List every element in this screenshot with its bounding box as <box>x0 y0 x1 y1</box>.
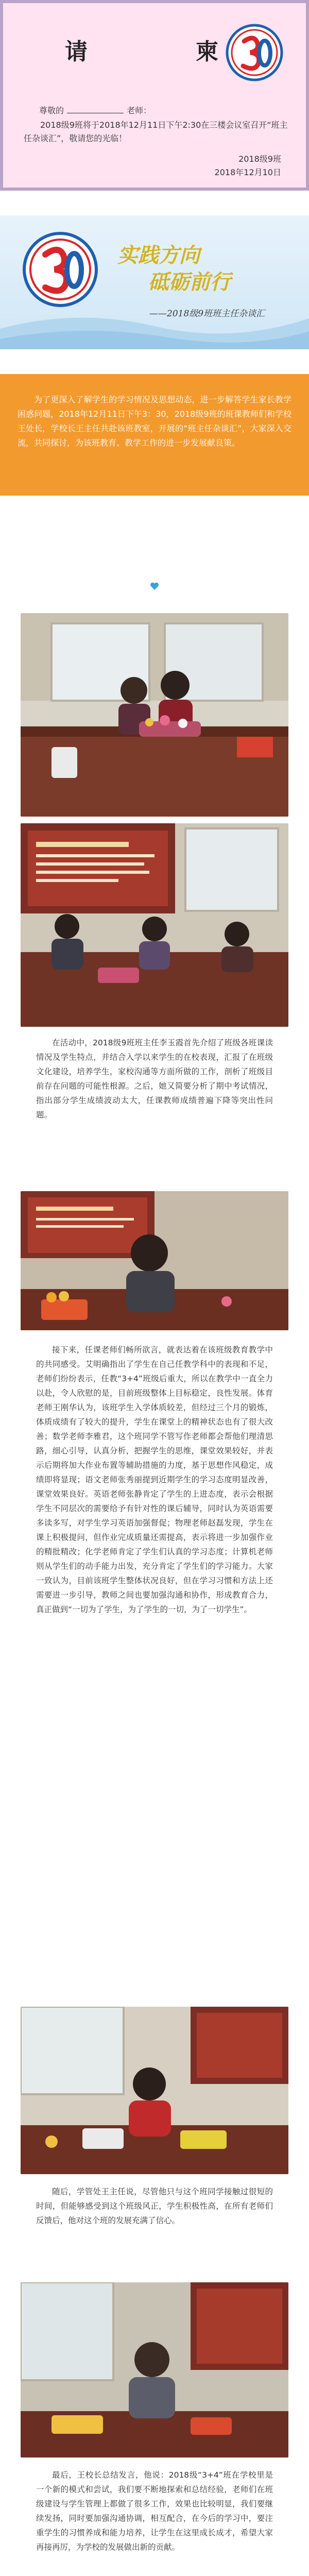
invitation-signature <box>215 152 281 179</box>
paragraph-3: 随后，学管处王主任说，尽管他只与这个班同学接触过很短的时间，但能够感受到这个班级风正，学生积极性高，在所有老师们反馈后，他对这个班的发展充满了信心。 <box>36 2187 273 2225</box>
paragraph-1: 在活动中，2018级9班班主任李玉霞首先介绍了班级各班课读情况及学生特点，并结合入学以来学生的在校表现，汇报了在班级文化建设，培养学生，家校沟通等方面所做的工作，剖析了班级目前存在问题的可能性根源。之后，她又简要分析了期中考试情况，指出部分学生成绩波动太大，任课教师成绩普遍下降等突出性问题。 <box>36 1038 273 1120</box>
meeting-photo-4 <box>21 2007 288 2174</box>
paragraph-2: 接下来，任课老师们畅所欲言，就表达着在该班级教育教学中的共同感受。艾明确指出了学生在自己任教学科中的表现和不足，老师们纷纷表示，任教“3+4”班级后重大，所以在教学中一直全力以赴，令人欣慰的是，目前班级整体上目标稳定，良性发展。体育老师王刚华认为，该班学生入学体质较差，但经过三个月的锻炼，体质成绩有了较大的提升，学生在课堂上的精神状态也有了很大改善；数学老师李雅君，这个班同学不管写作老师都会帮他们理清思路，细心引导，认真分析，把握学生的思维，课堂效果较好，并表示后期将加大作业布置等辅助措施的力度，基于思想作风稳定，成绩即将显现；语文老师张秀丽提到近期学生的学习态度明显改善，课堂效果良好。英语老师张静肯定了学生的上进态度，表示会根据学生不同层次的需要给予有针对性的课后辅导，同时认为英语需要多读多写，对学生学习英语加强督促；物理老师赵磊发现，学生在课上积极提问，但作业完成质量还需提高，表示将进一步加强作业的精批精改；化学老师肯定了学生们认真的学习态度；计算机老师则从学生们的动手能力出发，充分肯定了学生们的学习能力。大家一致认为，目前该班学生整体状况良好，但在学习习惯和方法上还需要进一步引导，教师之间也要加强沟通和协作，形成教育合力，真正做到“一切为了学生，为了学生的一切，为了一切学生”。 <box>36 1345 273 1614</box>
invitation-salutation <box>39 104 151 116</box>
invitation-card <box>0 0 309 191</box>
school-logo-icon <box>22 231 99 308</box>
signature-date: 2018年12月10日 <box>214 167 281 177</box>
invitation-body: 2018级9班将于2018年12月11日下午2:30在三楼会议室召开“班主任杂谈汇”，敬请您的光临！ <box>24 120 288 143</box>
banner-credit: ——2018级9班班主任杂谈汇 <box>149 309 265 319</box>
invitation-title <box>65 33 219 66</box>
paragraph-4: 最后，王校长总结发言，他说：2018级“3+4”班在学校里是一个新的模式和尝试，我们要不断地探索和总结经验，老师们在班级建设与学生管理上都做了很多工作，效果也比较明显，我们要继续发扬，同时要加强沟通协调，相互配合，在今后的学习中，要注重学生的习惯养成和能力培养，让学生在这里成长成才，希望大家再接再厉，为学校的发展做出新的贡献。 <box>36 2470 273 2552</box>
intro-text: 为了更深入了解学生的学习情况及思想动态，进一步解答学生家长教学困惑问题，2018年12月11日下午3：30，2018级9班的班课教师们和学校王处长，学校长王主任共赴该班教室，开展的“班主任杂谈汇”，大家深入交流，共同探讨，为该班教育、教学工作的进一步发展献良策。 <box>18 395 291 448</box>
meeting-photo-1 <box>21 613 288 817</box>
meeting-photo-2 <box>21 823 288 1027</box>
salutation-suffix: 老师： <box>127 106 152 115</box>
school-logo-icon <box>226 24 283 81</box>
meeting-photo-5 <box>21 2282 288 2458</box>
banner-slogan <box>117 242 282 296</box>
intro-section <box>0 374 309 496</box>
slogan-line-1: 实践方向 <box>117 243 200 267</box>
slogan-line-2: 砥砺前行 <box>148 270 231 294</box>
event-banner <box>0 215 309 349</box>
invitation-title-char-1: 请 <box>65 39 89 65</box>
meeting-photo-3 <box>21 1191 288 1330</box>
signature-class: 2018级9班 <box>238 154 281 164</box>
heart-icon <box>150 582 159 590</box>
invitation-title-char-2: 柬 <box>196 39 219 65</box>
salutation-prefix: 尊敬的 <box>39 106 64 115</box>
